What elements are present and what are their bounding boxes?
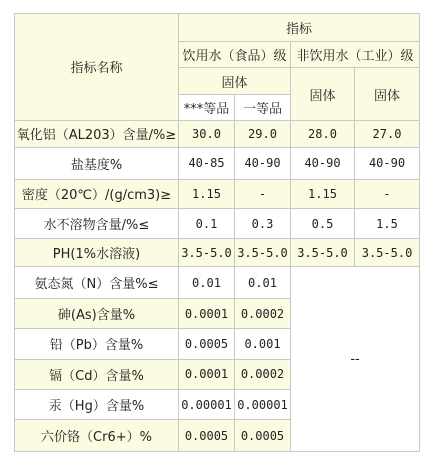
cell-first: 40-90 [235, 148, 291, 179]
cell-first: 29.0 [235, 121, 291, 148]
cell-premium: 0.0005 [179, 420, 235, 452]
cell-nonpotable-1: 40-90 [291, 148, 355, 179]
row-label: 六价铬（Cr6+）% [15, 420, 179, 452]
header-grade-first: 一等品 [235, 95, 291, 121]
cell-nonpotable-2: 3.5-5.0 [355, 239, 420, 267]
cell-nonpotable-1: 0.5 [291, 209, 355, 239]
row-label: 铅（Pb）含量% [15, 329, 179, 359]
cell-first: 3.5-5.0 [235, 239, 291, 267]
table-row [15, 148, 420, 179]
cell-first: 0.0002 [235, 360, 291, 390]
row-label: 盐基度% [15, 148, 179, 179]
table-row [15, 209, 420, 239]
cell-first: 0.0005 [235, 420, 291, 452]
cell-premium: 3.5-5.0 [179, 239, 235, 267]
cell-premium: 0.0005 [179, 329, 235, 359]
spec-table [14, 13, 420, 452]
header-nonpotable-solid-1: 固体 [291, 68, 355, 120]
row-label: 砷(As)含量% [15, 299, 179, 329]
row-label: PH(1%水溶液) [15, 239, 179, 267]
row-label: 氧化铝（AL203）含量/%≥ [15, 121, 179, 148]
header-indicator-name: 指标名称 [15, 14, 179, 121]
cell-premium: 0.0001 [179, 360, 235, 390]
cell-premium: 0.0001 [179, 299, 235, 329]
cell-first: 0.001 [235, 329, 291, 359]
cell-premium: 1.15 [179, 180, 235, 209]
header-potable-solid: 固体 [179, 68, 291, 94]
cell-nonpotable-1: 3.5-5.0 [291, 239, 355, 267]
cell-first: 0.00001 [235, 390, 291, 420]
table-row [15, 121, 420, 148]
cell-first: - [235, 180, 291, 209]
row-label: 氨态氮（N）含量%≤ [15, 267, 179, 298]
header-nonpotable-solid-2: 固体 [355, 68, 420, 120]
cell-nonpotable-1: 28.0 [291, 121, 355, 148]
cell-nonpotable-1: 1.15 [291, 180, 355, 209]
table-row [15, 180, 420, 209]
cell-nonpotable-2: 27.0 [355, 121, 420, 148]
table-row [15, 239, 420, 267]
cell-nonpotable-2: 1.5 [355, 209, 420, 239]
header-potable-grade: 饮用水（食品）级 [179, 42, 291, 68]
cell-first: 0.01 [235, 267, 291, 298]
row-label: 镉（Cd）含量% [15, 360, 179, 390]
header-grade-premium: ***等品 [179, 95, 235, 121]
cell-nonpotable-2: 40-90 [355, 148, 420, 179]
table-row [15, 267, 420, 298]
cell-premium: 0.01 [179, 267, 235, 298]
row-label: 汞（Hg）含量% [15, 390, 179, 420]
row-label: 水不溶物含量/%≤ [15, 209, 179, 239]
cell-nonpotable-2: - [355, 180, 420, 209]
cell-first: 0.0002 [235, 299, 291, 329]
cell-first: 0.3 [235, 209, 291, 239]
cell-premium: 40-85 [179, 148, 235, 179]
cell-premium: 30.0 [179, 121, 235, 148]
cell-premium: 0.1 [179, 209, 235, 239]
header-nonpotable-grade: 非饮用水（工业）级 [291, 42, 420, 68]
header-indicator-group: 指标 [179, 14, 420, 42]
cell-premium: 0.00001 [179, 390, 235, 420]
nonpotable-not-applicable: -- [291, 267, 420, 452]
row-label: 密度（20℃）/(g/cm3)≥ [15, 180, 179, 209]
